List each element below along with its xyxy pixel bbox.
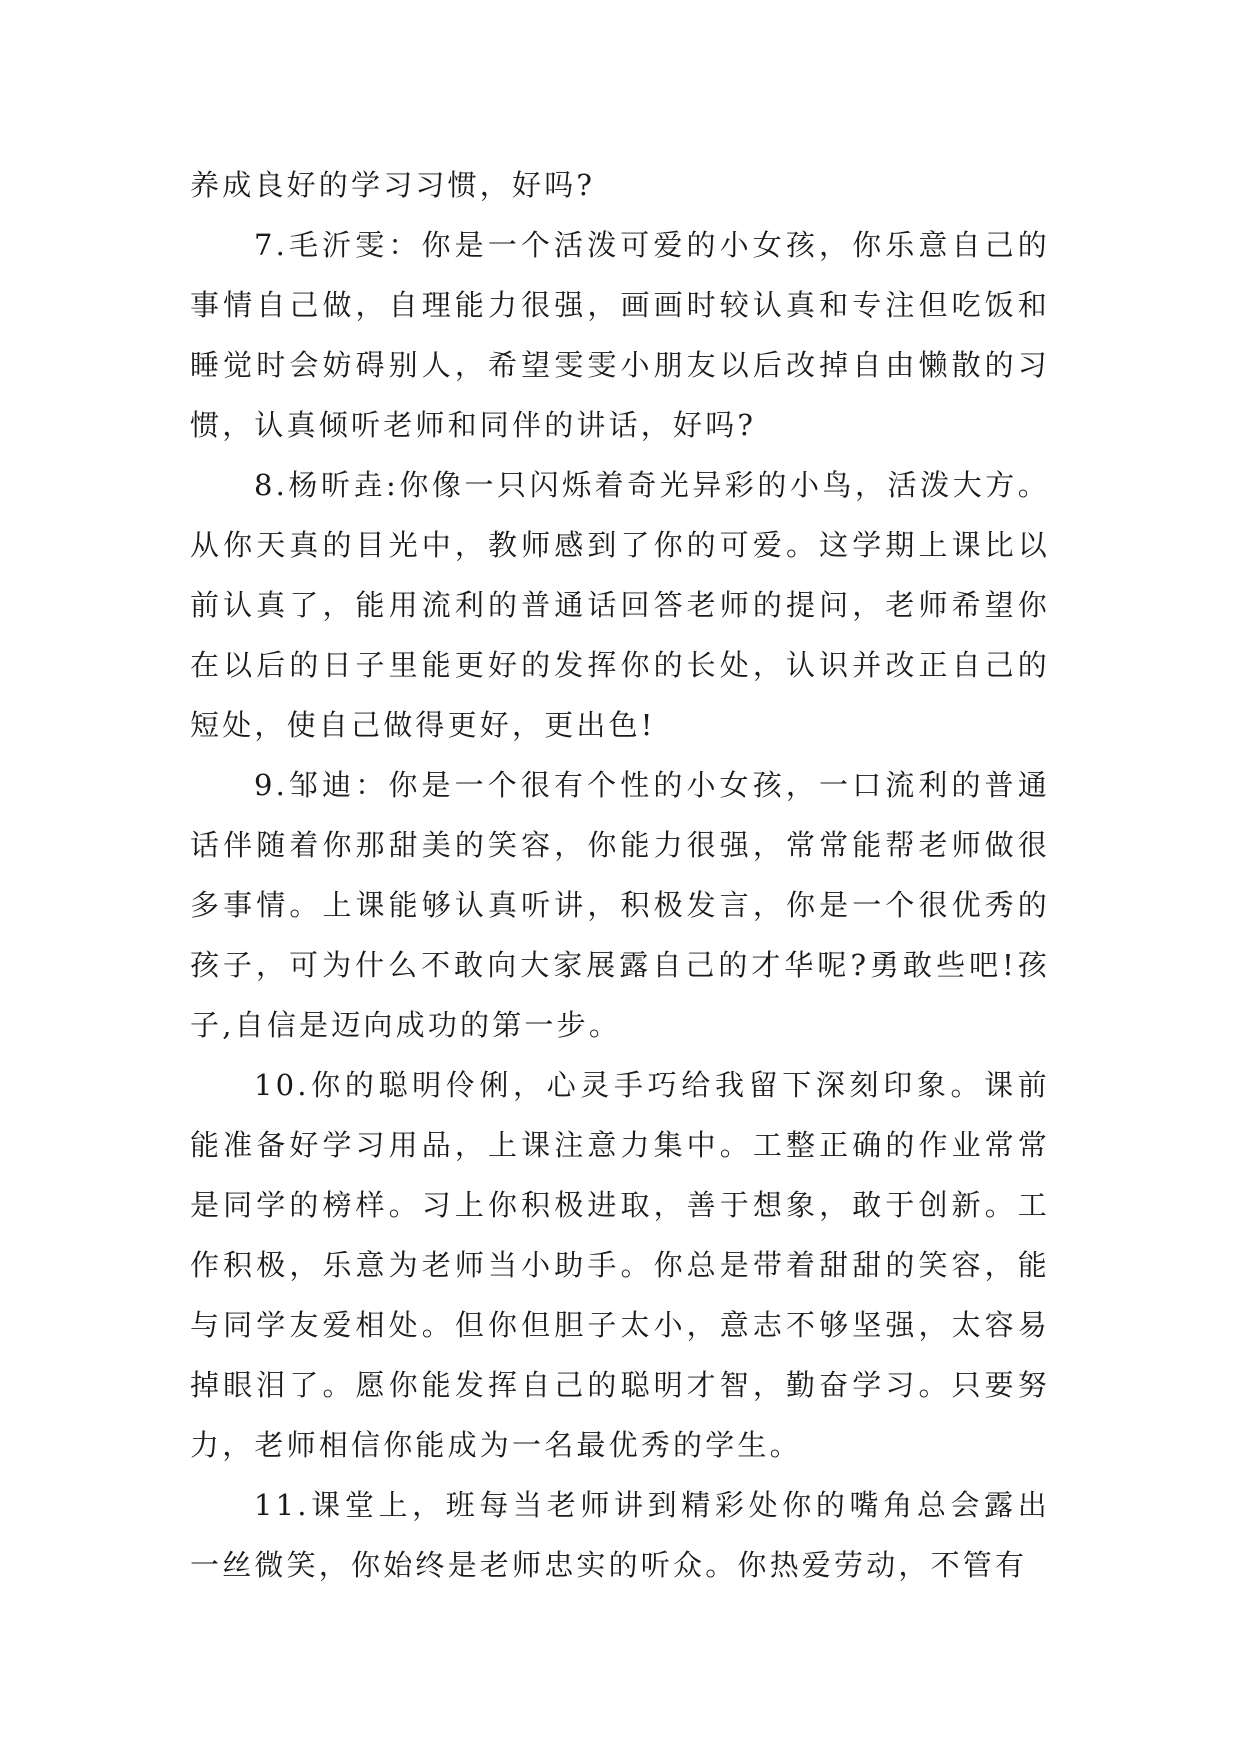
paragraph-comment-7: 7.毛沂雯：你是一个活泼可爱的小女孩，你乐意自己的事情自己做，自理能力很强，画画时较认真和专注但吃饭和睡觉时会妨碍别人，希望雯雯小朋友以后改掉自由懒散的习惯，认真倾听老师和同伴的讲话，好吗? <box>190 228 1050 442</box>
paragraph-comment-9: 9.邹迪：你是一个很有个性的小女孩，一口流利的普通话伴随着你那甜美的笑容，你能力很强，常常能帮老师做很多事情。上课能够认真听讲，积极发言，你是一个很优秀的孩子，可为什么不敢向大家展露自己的才华呢?勇敢些吧!孩子,自信是迈向成功的第一步。 <box>190 768 1050 1042</box>
paragraph-continuation: 养成良好的学习习惯，好吗? <box>190 168 596 202</box>
paragraph-comment-8: 8.杨昕垚:你像一只闪烁着奇光异彩的小鸟，活泼大方。从你天真的目光中，教师感到了你的可爱。这学期上课比以前认真了，能用流利的普通话回答老师的提问，老师希望你在以后的日子里能更好的发挥你的长处，认识并改正自己的短处，使自己做得更好，更出色! <box>190 468 1050 742</box>
paragraph-comment-10: 10.你的聪明伶俐，心灵手巧给我留下深刻印象。课前能准备好学习用品，上课注意力集中。工整正确的作业常常是同学的榜样。习上你积极进取，善于想象，敢于创新。工作积极，乐意为老师当小助手。你总是带着甜甜的笑容，能与同学友爱相处。但你但胆子太小，意志不够坚强，太容易掉眼泪了。愿你能发挥自己的聪明才智，勤奋学习。只要努力，老师相信你能成为一名最优秀的学生。 <box>190 1068 1050 1462</box>
paragraph-comment-11: 11.课堂上，班每当老师讲到精彩处你的嘴角总会露出一丝微笑，你始终是老师忠实的听众。你热爱劳动，不管有 <box>190 1488 1050 1582</box>
document-body <box>190 155 1050 1595</box>
